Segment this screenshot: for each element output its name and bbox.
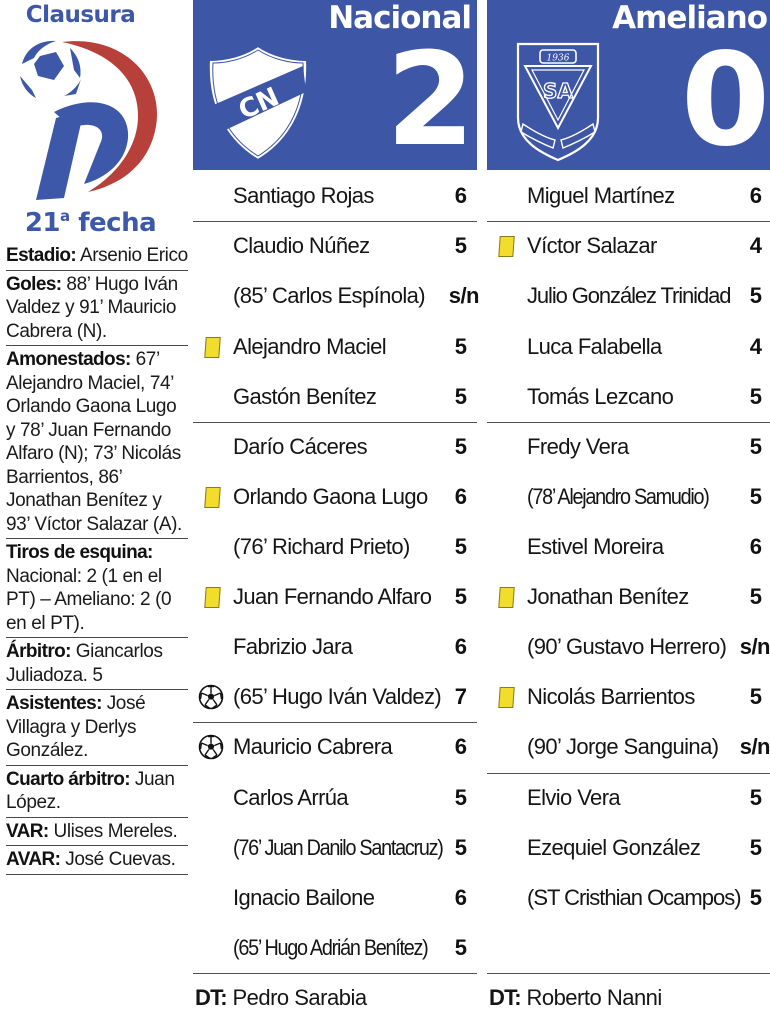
home-team-column — [193, 0, 477, 1021]
home-score: 2 — [385, 26, 473, 175]
svg-text:SA: SA — [543, 79, 573, 103]
yellow-card-icon — [204, 487, 220, 508]
coach-label: DT: — [195, 985, 227, 1010]
match-info-sidebar — [0, 0, 189, 1021]
away-coach — [489, 984, 662, 1012]
fact-var — [6, 820, 188, 847]
player-row — [193, 823, 477, 873]
home-team-name: Nacional — [328, 0, 471, 36]
player-row — [487, 873, 770, 923]
fact-value: Nacional: 2 (1 en el PT) – Ameliano: 2 (0 en el PT). — [6, 565, 172, 634]
fact-value: 67’ Alejandro Maciel, 74’ Orlando Gaona Lugo y 78’ Juan Fernando Alfaro (N); 73’ Nicolás Barrientos, 86’ Jonathan Benítez y 93’ Víctor Salazar (A). — [6, 349, 182, 535]
player-name: (76’ Juan Danilo Santacruz) — [233, 835, 443, 860]
player-rating: 5 — [749, 434, 762, 459]
fact-value: José Cuevas. — [60, 849, 176, 870]
player-rating: 6 — [454, 734, 467, 759]
player-row — [193, 322, 477, 372]
coach-name: Roberto Nanni — [520, 985, 662, 1010]
away-team-column — [487, 0, 770, 1021]
player-row — [487, 722, 770, 772]
fact-stadium — [6, 244, 188, 271]
player-name: Tomás Lezcano — [527, 384, 674, 409]
fact-label: Estadio: — [6, 245, 77, 266]
player-row — [487, 773, 770, 823]
player-rating: 5 — [749, 885, 762, 910]
fact-avar — [6, 848, 188, 875]
player-row — [193, 372, 477, 422]
fact-label: Tiros de esquina: — [6, 542, 153, 563]
player-rating: s/n — [448, 283, 479, 308]
soccer-ball-icon — [198, 734, 224, 760]
player-rating: 5 — [454, 534, 467, 559]
player-name: Fabrizio Jara — [233, 634, 353, 659]
svg-text:CN: CN — [234, 81, 284, 127]
player-rating: 4 — [749, 233, 762, 258]
player-row — [193, 672, 477, 722]
player-row — [487, 522, 770, 572]
yellow-card-icon — [204, 337, 220, 358]
player-name: Darío Cáceres — [233, 434, 368, 459]
player-rating: 5 — [749, 785, 762, 810]
player-row — [487, 572, 770, 622]
player-rating: 6 — [454, 484, 467, 509]
player-name: Claudio Núñez — [233, 233, 370, 258]
fact-value: Ulises Mereles. — [48, 820, 178, 842]
player-name: Luca Falabella — [527, 334, 662, 359]
match-facts — [6, 244, 188, 877]
player-name: Jonathan Benítez — [527, 584, 689, 609]
fact-corners — [6, 541, 188, 638]
fact-referee — [6, 640, 188, 690]
league-logo-icon — [14, 34, 164, 202]
player-row — [193, 472, 477, 522]
tournament-title: Clausura — [25, 2, 136, 28]
away-team-name: Ameliano — [612, 0, 767, 36]
player-rating: 7 — [454, 684, 467, 709]
player-row — [487, 372, 770, 422]
player-row — [193, 722, 477, 772]
player-rating: 6 — [454, 183, 467, 208]
player-rating: 4 — [749, 334, 762, 359]
player-rating: 5 — [749, 384, 762, 409]
player-row — [193, 271, 477, 321]
fact-value: Giancarlos Juliadoza. 5 — [6, 641, 163, 686]
yellow-card-icon — [498, 587, 514, 608]
player-rating: 5 — [454, 334, 467, 359]
player-name: Estivel Moreira — [527, 534, 664, 559]
round-label — [0, 198, 185, 241]
player-row — [193, 622, 477, 672]
player-name: (90’ Gustavo Herrero) — [527, 634, 727, 659]
fact-label: Amonestados: — [6, 349, 131, 370]
fact-label: Árbitro: — [6, 641, 71, 662]
player-rating: 5 — [454, 835, 467, 860]
player-row — [487, 622, 770, 672]
fact-label: AVAR: — [6, 849, 61, 870]
home-coach — [195, 984, 367, 1012]
player-name: Víctor Salazar — [527, 233, 657, 258]
player-row — [487, 171, 770, 221]
fact-value: Arsenio Erico — [76, 245, 188, 266]
player-name: Nicolás Barrientos — [527, 684, 695, 709]
fact-value: Juan López. — [6, 768, 175, 813]
fact-label: Asistentes: — [6, 693, 102, 714]
player-name: (ST Cristhian Ocampos) — [527, 885, 741, 910]
player-rating: 5 — [454, 785, 467, 810]
fact-assistants — [6, 692, 188, 766]
player-row — [487, 221, 770, 271]
away-team-banner — [487, 0, 770, 175]
yellow-card-icon — [204, 587, 220, 608]
player-rating: 5 — [749, 835, 762, 860]
coach-name: Pedro Sarabia — [226, 985, 367, 1010]
player-row — [193, 773, 477, 823]
yellow-card-icon — [498, 236, 514, 257]
player-name: Julio González Trinidad — [527, 283, 731, 308]
soccer-ball-icon — [198, 684, 224, 710]
player-row — [487, 672, 770, 722]
player-rating: 6 — [454, 634, 467, 659]
line-divider — [487, 973, 770, 974]
player-name: Carlos Arrúa — [233, 785, 349, 810]
player-name: Ezequiel González — [527, 835, 701, 860]
player-rating: 5 — [749, 484, 762, 509]
player-rating: 6 — [749, 534, 762, 559]
round-suffix: a — [60, 207, 70, 225]
player-row — [193, 923, 477, 973]
player-row — [487, 322, 770, 372]
player-name: Elvio Vera — [527, 785, 621, 810]
player-rating: 5 — [454, 935, 467, 960]
player-rating: 5 — [454, 384, 467, 409]
home-team-banner — [193, 0, 477, 175]
fact-label: VAR: — [6, 820, 49, 842]
player-name: Orlando Gaona Lugo — [233, 484, 428, 509]
player-rating: 6 — [454, 885, 467, 910]
player-name: Santiago Rojas — [233, 183, 374, 208]
player-name: (65’ Hugo Iván Valdez) — [233, 684, 442, 709]
player-rating: 5 — [749, 584, 762, 609]
round-word: fecha — [78, 208, 157, 238]
ameliano-crest-icon — [515, 40, 601, 162]
player-rating: 6 — [749, 183, 762, 208]
player-row — [487, 472, 770, 522]
player-row — [487, 271, 770, 321]
player-row — [193, 171, 477, 221]
svg-text:1936: 1936 — [546, 53, 570, 64]
player-rating: 5 — [749, 684, 762, 709]
fact-fourth-official — [6, 768, 188, 818]
fact-label: Goles: — [6, 273, 62, 295]
player-name: (65’ Hugo Adrián Benítez) — [233, 935, 428, 960]
player-row — [193, 572, 477, 622]
fact-label: Cuarto árbitro: — [6, 768, 131, 790]
player-rating: 5 — [749, 283, 762, 308]
player-rating: s/n — [739, 734, 770, 759]
player-name: Fredy Vera — [527, 434, 629, 459]
coach-label: DT: — [489, 985, 521, 1010]
player-row — [193, 422, 477, 472]
player-row — [193, 221, 477, 271]
player-rating: 5 — [454, 434, 467, 459]
player-name: Alejandro Maciel — [233, 334, 387, 359]
round-number: 21 — [24, 208, 61, 238]
player-rating: s/n — [739, 634, 770, 659]
player-name: (90’ Jorge Sanguina) — [527, 734, 719, 759]
fact-value: 88’ Hugo Iván Valdez y 91’ Mauricio Cabrera (N). — [6, 273, 178, 342]
line-divider — [193, 973, 477, 974]
player-name: (78’ Alejandro Samudio) — [527, 484, 709, 509]
player-name: (85’ Carlos Espínola) — [233, 283, 426, 308]
fact-bookings — [6, 348, 188, 539]
player-row — [193, 522, 477, 572]
fact-goals — [6, 273, 188, 347]
player-rating: 5 — [454, 233, 467, 258]
player-row — [487, 823, 770, 873]
player-row — [487, 422, 770, 472]
player-name: Mauricio Cabrera — [233, 734, 393, 759]
player-rating: 5 — [454, 584, 467, 609]
away-score: 0 — [680, 26, 768, 175]
nacional-crest-icon — [203, 40, 313, 165]
fact-value: José Villagra y Derlys González. — [6, 693, 146, 761]
player-row — [193, 873, 477, 923]
player-name: Ignacio Bailone — [233, 885, 375, 910]
player-name: Gastón Benítez — [233, 384, 377, 409]
player-name: Miguel Martínez — [527, 183, 675, 208]
player-name: Juan Fernando Alfaro — [233, 584, 432, 609]
player-name: (76’ Richard Prieto) — [233, 534, 410, 559]
yellow-card-icon — [498, 687, 514, 708]
